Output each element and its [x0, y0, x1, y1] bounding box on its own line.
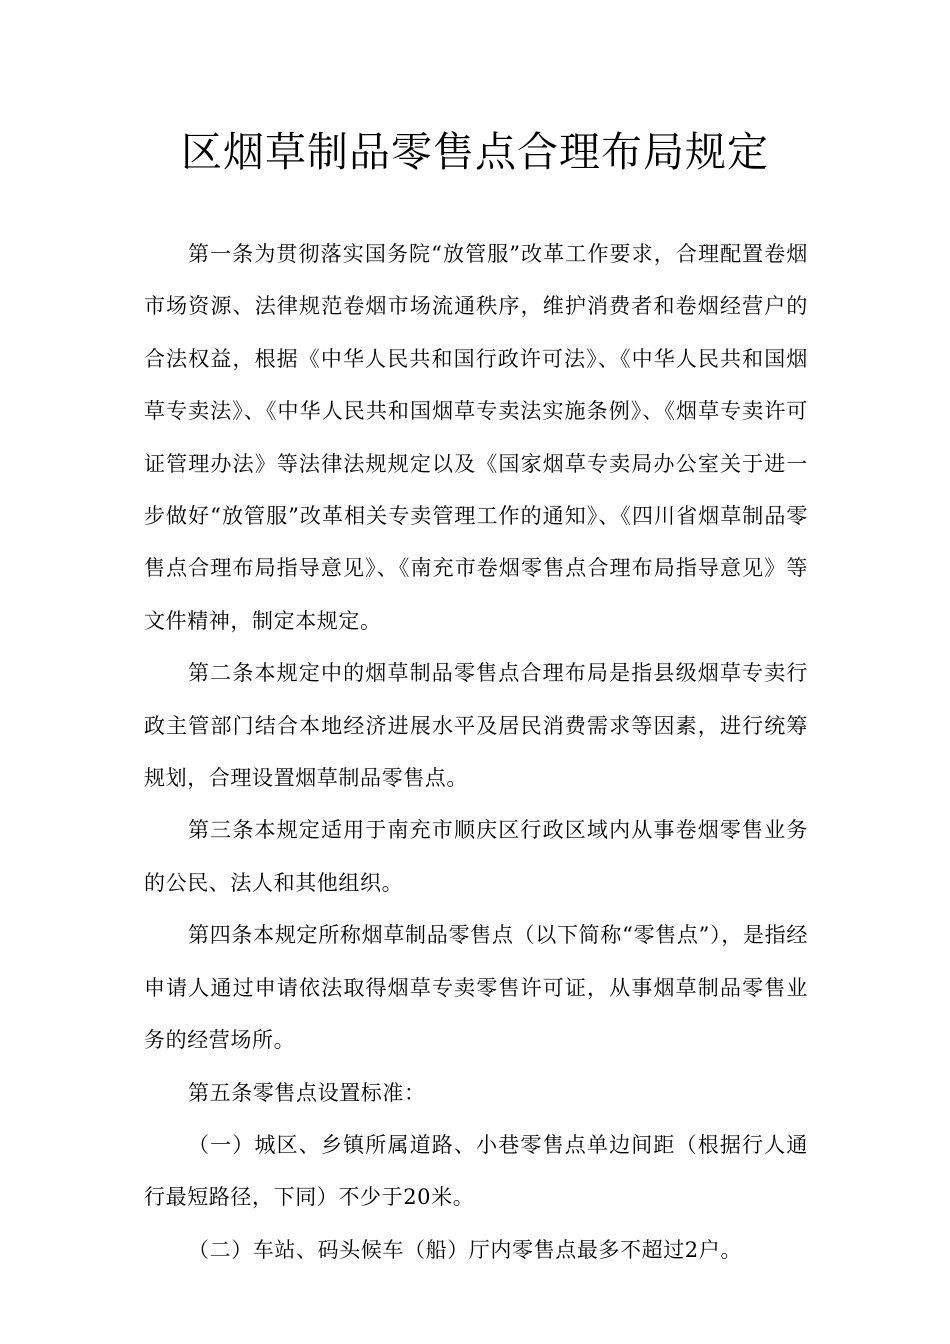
article-5-item-2: （二）车站、码头候车（船）厅内零售点最多不超过2户。	[188, 1237, 742, 1262]
article-1-paragraph: 第一条为贯彻落实国务院“放管服”改革工作要求，合理配置卷烟市场资源、法律规范卷烟市场流通秩序，维护消费者和卷烟经营户的合法权益，根据《中华人民共和国行政许可法》、《中华人民共和国烟草专卖法》、《中华人民共和国烟草专卖法实施条例》、《烟草专卖许可证管理办法》等法律法规规定以及《国家烟草专卖局办公室关于进一步做好“放管服”改革相关专卖管理工作的通知》、《四川省烟草制品零售点合理布局指导意见》、《南充市卷烟零售点合理布局指导意见》等文件精神，制定本规定。	[144, 242, 808, 633]
article-5-heading: 第五条零售点设置标准：	[188, 1080, 426, 1105]
article-2-paragraph: 第二条本规定中的烟草制品零售点合理布局是指县级烟草专卖行政主管部门结合本地经济进展水平及居民消费需求等因素，进行统筹规划，合理设置烟草制品零售点。	[144, 661, 808, 791]
article-3-paragraph: 第三条本规定适用于南充市顺庆区行政区域内从事卷烟零售业务的公民、法人和其他组织。	[144, 818, 808, 895]
article-4-paragraph: 第四条本规定所称烟草制品零售点（以下简称“零售点”），是指经申请人通过申请依法取得烟草专卖零售许可证，从事烟草制品零售业务的经营场所。	[144, 923, 808, 1053]
document-title: 区烟草制品零售点合理布局规定	[181, 128, 769, 176]
article-5-item-1: （一）城区、乡镇所属道路、小巷零售点单边间距（根据行人通行最短路径，下同）不少于20米。	[144, 1132, 808, 1210]
document-body	[144, 228, 808, 1276]
